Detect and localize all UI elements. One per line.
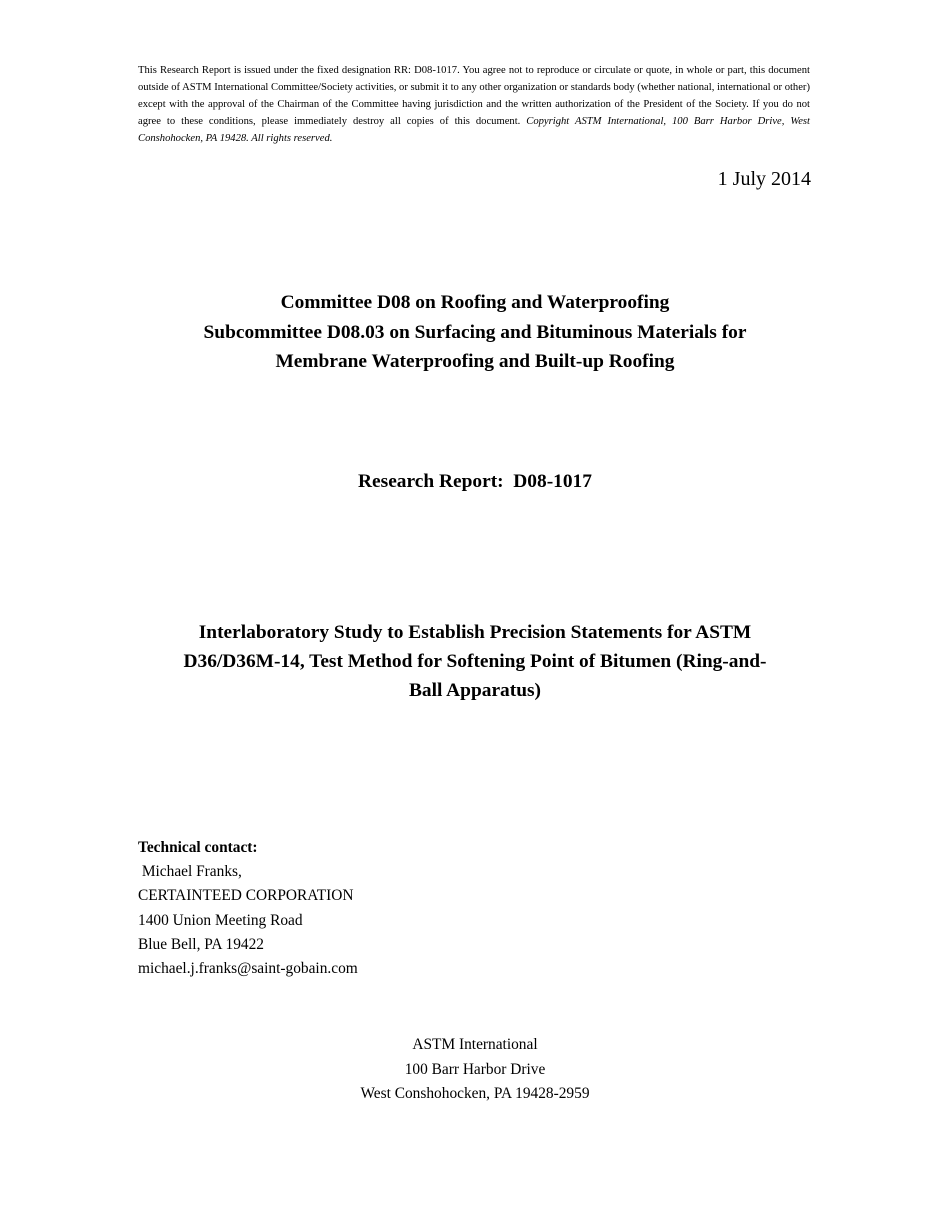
contact-company: CERTAINTEED CORPORATION bbox=[138, 887, 354, 905]
disclaimer-paragraph bbox=[138, 62, 810, 148]
contact-city-state-zip: Blue Bell, PA 19422 bbox=[138, 935, 264, 953]
research-report-number: Research Report: D08-1017 bbox=[358, 471, 592, 492]
technical-contact-block bbox=[138, 836, 568, 981]
copyright-notice: Copyright ASTM International, 100 Barr Harbor Drive, West Conshohocken, PA 19428. All rights reserved. bbox=[138, 116, 810, 145]
publisher-city-state-zip: West Conshohocken, PA 19428-2959 bbox=[360, 1085, 590, 1103]
contact-street: 1400 Union Meeting Road bbox=[138, 911, 303, 929]
technical-contact-heading: Technical contact: bbox=[138, 839, 258, 856]
page-title bbox=[143, 618, 807, 706]
title-line-2: D36/D36M-14, Test Method for Softening Point of Bitumen (Ring-and- bbox=[183, 651, 767, 673]
disclaimer-text: This Research Report is issued under the fixed designation RR: D08-1017. You agree not to reproduce or circulate or quote, in whole or part, this document outside of ASTM International Committee/Society activities, or submit it to any other organization or standards body (whether national, international or other) except with the approval of the Chairman of the Committee having jurisdiction and the written authorization of the President of the Society. If you do not agree to these conditions, please immediately destroy all copies of this document. bbox=[138, 64, 810, 128]
title-line-1: Interlaboratory Study to Establish Precision Statements for ASTM bbox=[198, 622, 752, 643]
publisher-org: ASTM International bbox=[412, 1036, 538, 1053]
title-line-3: Ball Apparatus) bbox=[409, 680, 541, 702]
committee-line-1: Committee D08 on Roofing and Waterproofing bbox=[280, 292, 670, 313]
committee-line-2: Subcommittee D08.03 on Surfacing and Bituminous Materials for bbox=[203, 321, 747, 343]
report-date: 1 July 2014 bbox=[717, 168, 811, 190]
committee-heading bbox=[145, 288, 805, 377]
contact-email: michael.j.franks@saint-gobain.com bbox=[138, 960, 358, 978]
publisher-street: 100 Barr Harbor Drive bbox=[404, 1060, 546, 1078]
committee-line-3: Membrane Waterproofing and Built-up Roofing bbox=[275, 351, 675, 372]
publisher-address bbox=[145, 1033, 805, 1107]
contact-name: Michael Franks, bbox=[138, 863, 242, 881]
